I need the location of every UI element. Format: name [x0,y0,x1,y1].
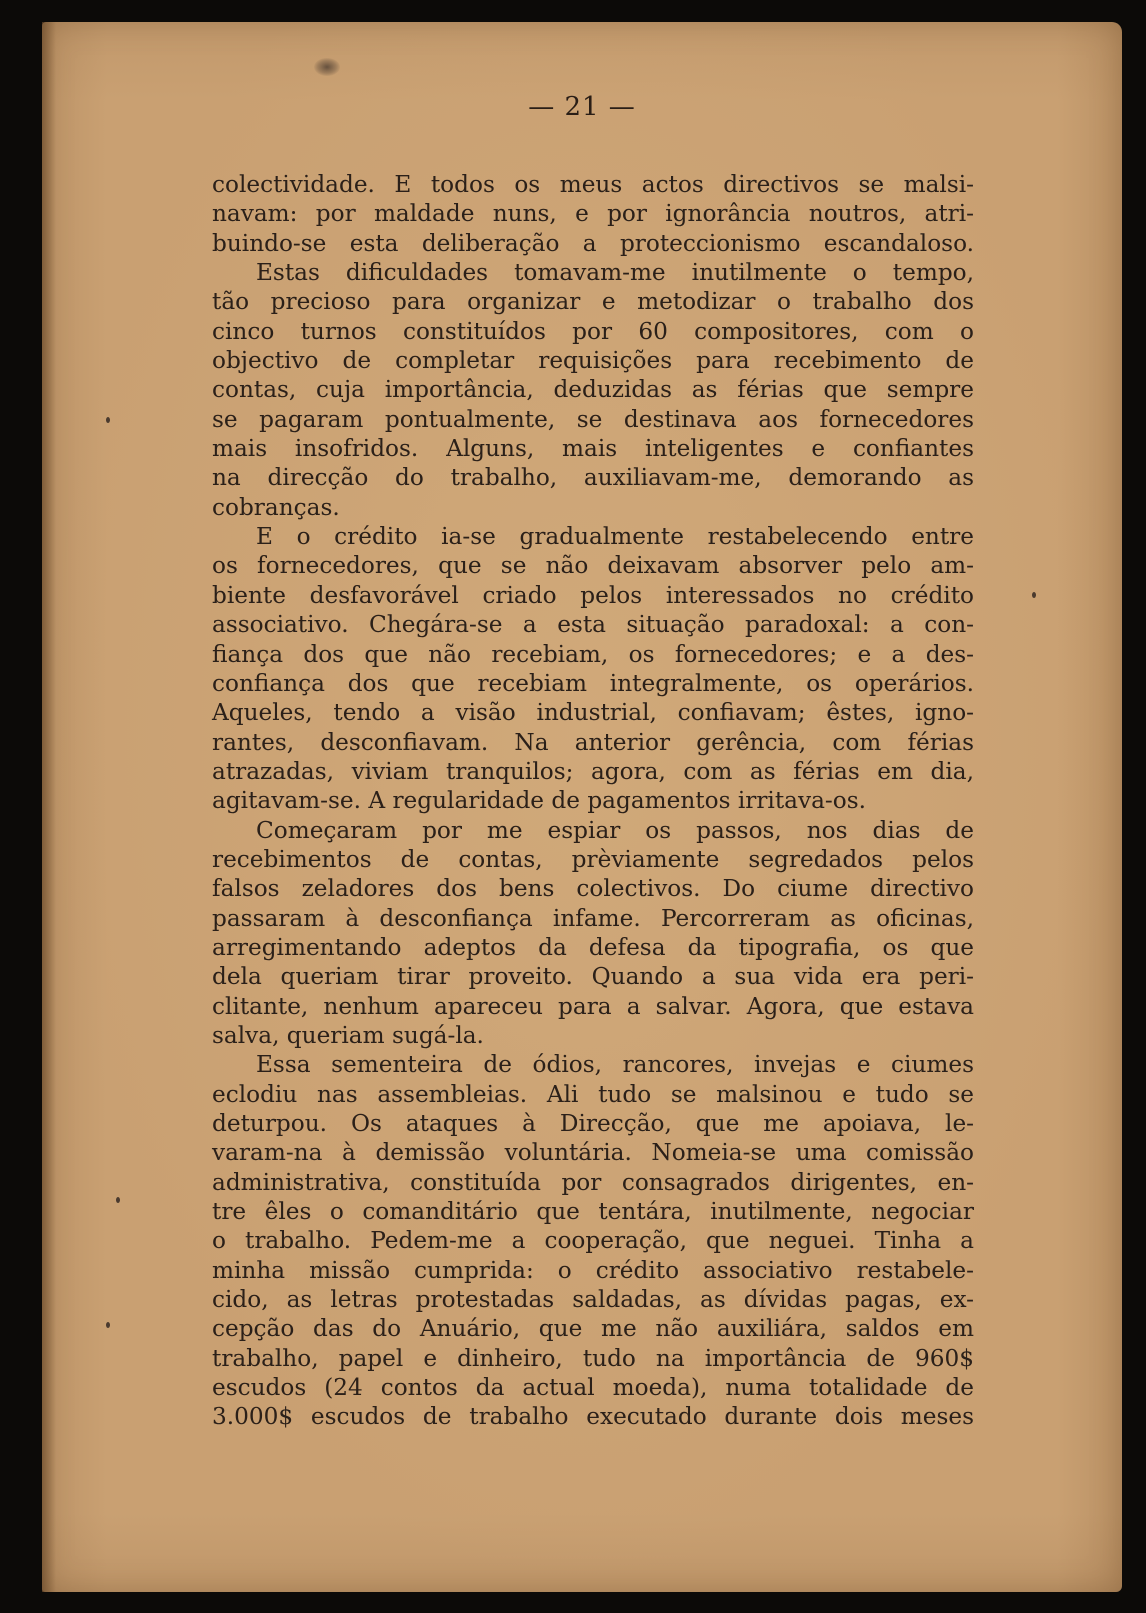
text-line: administrativa, constituída por consagrados dirigentes, en- [212,1168,974,1196]
book-page [42,22,1122,1592]
text-line: na direcção do trabalho, auxiliavam-me, demorando as [212,464,974,492]
text-line: recebimentos de contas, prèviamente segredados pelos [212,845,974,873]
margin-mark [106,417,110,423]
text-line: se pagaram pontualmente, se destinava aos fornecedores [212,405,974,433]
text-line: cepção das do Anuário, que me não auxiliára, saldos em [212,1315,974,1343]
text-line: eclodiu nas assembleias. Ali tudo se malsinou e tudo se [212,1080,974,1108]
text-line: cinco turnos constituídos por 60 compositores, com o [212,317,974,345]
text-line: Aqueles, tendo a visão industrial, confiavam; êstes, igno- [212,699,974,727]
text-line: tão precioso para organizar e metodizar o trabalho dos [212,288,974,316]
text-line: trabalho, papel e dinheiro, tudo na importância de 960$ [212,1344,974,1372]
text-line: E o crédito ia-se gradualmente restabelecendo entre [256,523,974,551]
text-line: buindo-se esta deliberação a proteccionismo escandaloso. [212,229,974,257]
margin-mark [1032,592,1036,598]
text-line: tre êles o comanditário que tentára, inutilmente, negociar [212,1198,974,1226]
text-line: falsos zeladores dos bens colectivos. Do ciume directivo [212,875,974,903]
text-line: rantes, desconfiavam. Na anterior gerência, com férias [212,728,974,756]
text-line: Estas dificuldades tomavam-me inutilmente o tempo, [256,259,974,287]
text-line: clitante, nenhum apareceu para a salvar. Agora, que estava [212,992,974,1020]
text-line: minha missão cumprida: o crédito associativo restabele- [212,1256,974,1284]
text-line: dela queriam tirar proveito. Quando a sua vida era peri- [212,963,974,991]
text-line: mais insofridos. Alguns, mais inteligentes e confiantes [212,435,974,463]
margin-mark [116,1197,120,1203]
text-line: colectividade. E todos os meus actos directivos se malsi- [212,171,974,198]
text-line: Começaram por me espiar os passos, nos dias de [256,816,974,844]
text-line: os fornecedores, que se não deixavam absorver pelo am- [212,552,974,580]
text-line: objectivo de completar requisições para recebimento de [212,347,974,375]
page-number: — 21 — [528,92,636,122]
text-line: contas, cuja importância, deduzidas as férias que sempre [212,376,974,404]
text-line: cido, as letras protestadas saldadas, as dívidas pagas, ex- [212,1286,974,1314]
text-line: confiança dos que recebiam integralmente, os operários. [212,669,974,697]
text-line: associativo. Chegára-se a esta situação paradoxal: a con- [212,611,974,639]
text-line: passaram à desconfiança infame. Percorreram as oficinas, [212,904,974,932]
text-line: escudos (24 contos da actual moeda), numa totalidade de [212,1374,974,1402]
text-line: 3.000$ escudos de trabalho executado durante dois meses [212,1403,974,1431]
text-line: atrazadas, viviam tranquilos; agora, com as férias em dia, [212,757,974,785]
margin-mark [106,1322,110,1328]
ink-smudge [314,58,340,76]
page-edge-stain [42,22,56,1592]
text-line: arregimentando adeptos da defesa da tipografia, os que [212,933,974,961]
text-line: deturpou. Os ataques à Direcção, que me apoiava, le- [212,1110,974,1137]
body-text [212,170,974,1432]
text-line: varam-na à demissão voluntária. Nomeia-se uma comissão [212,1139,974,1167]
text-line: fiança dos que não recebiam, os fornecedores; e a des- [212,640,974,668]
text-line: biente desfavorável criado pelos interessados no crédito [212,581,974,609]
text-line: cobranças. [212,493,340,521]
text-line: Essa sementeira de ódios, rancores, invejas e ciumes [256,1051,974,1079]
text-line: navam: por maldade nuns, e por ignorância noutros, atri- [212,200,974,228]
text-line: salva, queriam sugá-la. [212,1021,484,1049]
text-line: o trabalho. Pedem-me a cooperação, que neguei. Tinha a [212,1227,974,1255]
text-line: agitavam-se. A regularidade de pagamentos irritava-os. [212,787,866,815]
